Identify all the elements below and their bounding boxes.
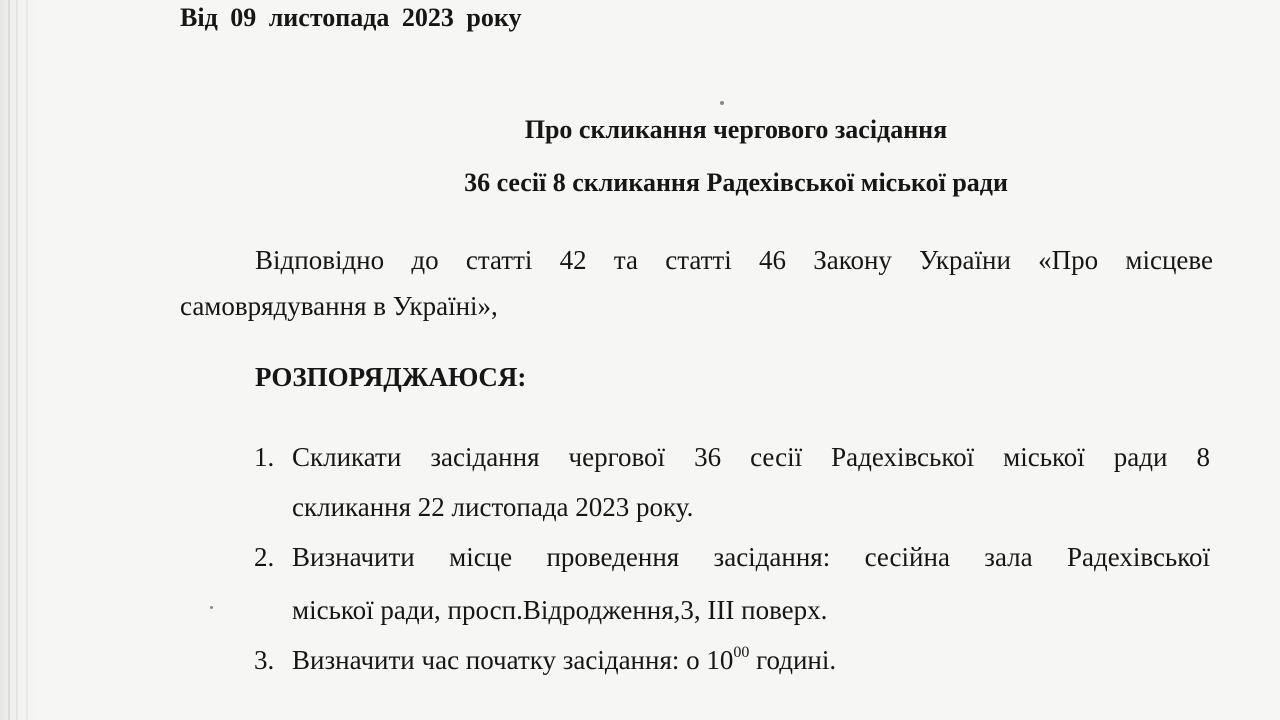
preamble-line-1: Відповідно до статті 42 та статті 46 Закону України «Про місцеве xyxy=(255,245,1213,275)
list-item-line: Визначити місце проведення засідання: сесійна зала Радехівської xyxy=(292,542,1210,572)
scan-edge-shadow xyxy=(0,0,40,720)
list-item-line: скликання 22 листопада 2023 року. xyxy=(292,492,694,522)
time-suffix: годині. xyxy=(749,645,837,675)
document-title-line-1: Про скликання чергового засідання xyxy=(524,115,948,144)
order-heading: РОЗПОРЯДЖАЮСЯ: xyxy=(255,362,527,392)
time-superscript: 00 xyxy=(733,644,750,661)
preamble-line-2: самоврядування в Україні», xyxy=(180,291,498,321)
time-text: Визначити час початку засідання: о 10 xyxy=(292,645,734,675)
list-item-number: 2. xyxy=(254,542,275,572)
list-item-number: 3. xyxy=(254,645,275,675)
list-item-number: 1. xyxy=(254,442,275,472)
document-date: Від 09 листопада 2023 року xyxy=(180,3,522,32)
scan-speck xyxy=(210,606,213,609)
list-item-line: міської ради, просп.Відродження,3, ІІІ поверх. xyxy=(292,595,828,625)
scan-edge-line xyxy=(26,0,28,720)
scan-edge-line xyxy=(16,0,18,720)
document-title-line-2: 36 сесії 8 скликання Радехівської міської ради xyxy=(464,168,1008,197)
scan-edge-line xyxy=(8,0,10,720)
scan-speck xyxy=(720,101,724,105)
list-item-line: Скликати засідання чергової 36 сесії Радехівської міської ради 8 xyxy=(292,442,1210,472)
list-item-line xyxy=(292,644,836,676)
